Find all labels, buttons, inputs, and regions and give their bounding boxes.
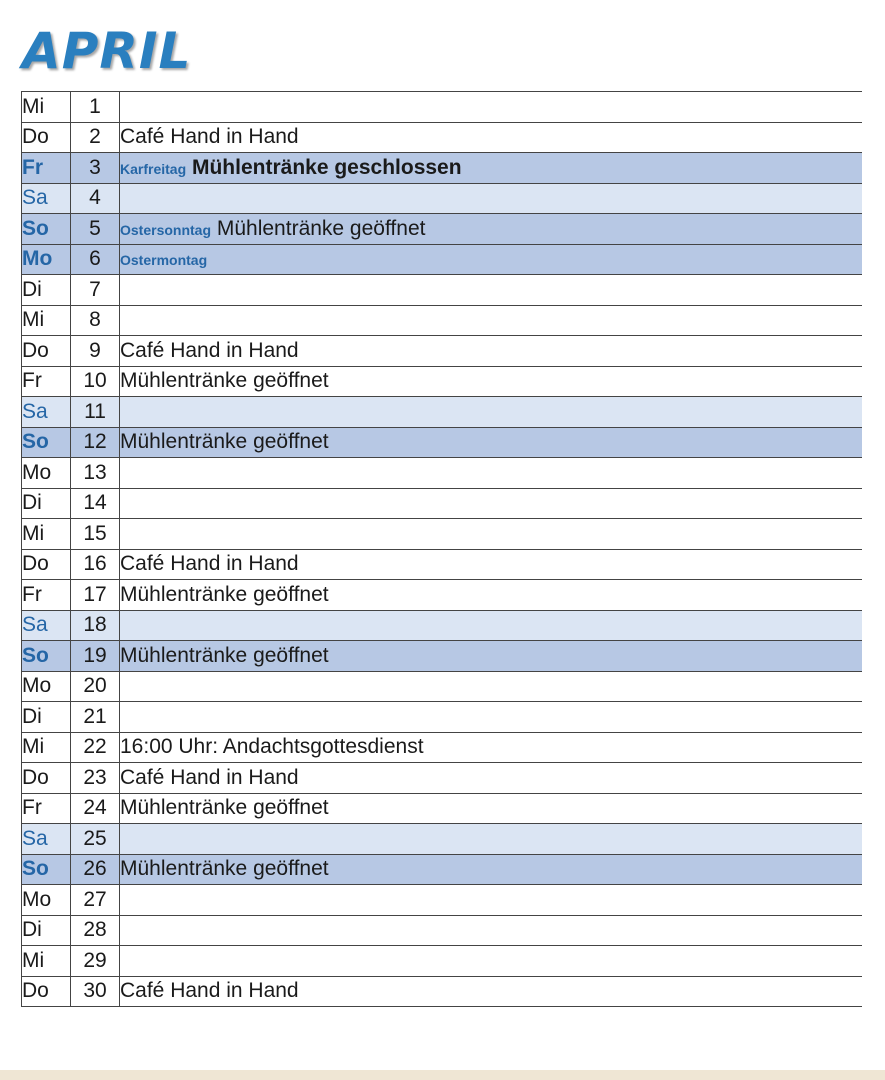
date-number-cell: 8 [71, 305, 120, 336]
event-cell [120, 763, 863, 794]
date-number-cell: 26 [71, 854, 120, 885]
date-number-cell: 12 [71, 427, 120, 458]
event-text: Café Hand in Hand [120, 338, 299, 362]
date-number-cell: 20 [71, 671, 120, 702]
date-number-cell: 22 [71, 732, 120, 763]
calendar-table [21, 91, 862, 1007]
date-number-cell: 30 [71, 976, 120, 1007]
event-text: Mühlentränke geöffnet [120, 430, 329, 454]
event-cell [120, 153, 863, 184]
event-cell [120, 671, 863, 702]
date-number-cell: 25 [71, 824, 120, 855]
event-text: Mühlentränke geschlossen [191, 155, 462, 179]
footer-strip [0, 1070, 885, 1080]
date-number-cell: 2 [71, 122, 120, 153]
calendar-row [22, 793, 863, 824]
page-title: APRIL [22, 22, 192, 80]
holiday-tag: Karfreitag [120, 160, 187, 177]
calendar-row [22, 671, 863, 702]
event-text: Mühlentränke geöffnet [120, 796, 329, 820]
date-number-cell: 3 [71, 153, 120, 184]
weekday-cell: Mo [22, 885, 71, 916]
event-text: Mühlentränke geöffnet [120, 582, 329, 606]
date-number-cell: 27 [71, 885, 120, 916]
weekday-cell: Mi [22, 92, 71, 123]
weekday-cell: Sa [22, 824, 71, 855]
calendar-row [22, 732, 863, 763]
event-cell [120, 854, 863, 885]
calendar-row [22, 549, 863, 580]
calendar-row [22, 214, 863, 245]
event-cell [120, 580, 863, 611]
event-cell [120, 336, 863, 367]
event-cell [120, 885, 863, 916]
calendar-row [22, 763, 863, 794]
weekday-cell: Mi [22, 946, 71, 977]
event-text: Café Hand in Hand [120, 125, 299, 149]
weekday-cell: Mo [22, 458, 71, 489]
date-number-cell: 5 [71, 214, 120, 245]
event-cell [120, 427, 863, 458]
date-number-cell: 6 [71, 244, 120, 275]
calendar-row [22, 854, 863, 885]
event-cell [120, 915, 863, 946]
date-number-cell: 29 [71, 946, 120, 977]
date-number-cell: 9 [71, 336, 120, 367]
event-cell [120, 824, 863, 855]
date-number-cell: 21 [71, 702, 120, 733]
event-cell [120, 732, 863, 763]
event-cell [120, 793, 863, 824]
holiday-tag: Ostermontag [120, 252, 208, 269]
event-cell [120, 976, 863, 1007]
weekday-cell: Di [22, 702, 71, 733]
date-number-cell: 19 [71, 641, 120, 672]
calendar-row [22, 92, 863, 123]
calendar-row [22, 885, 863, 916]
event-cell [120, 305, 863, 336]
calendar-row [22, 519, 863, 550]
date-number-cell: 15 [71, 519, 120, 550]
event-text: Mühlentränke geöffnet [120, 369, 329, 393]
calendar-row [22, 183, 863, 214]
event-cell [120, 397, 863, 428]
calendar-row [22, 915, 863, 946]
weekday-cell: Do [22, 336, 71, 367]
date-number-cell: 13 [71, 458, 120, 489]
weekday-cell: So [22, 854, 71, 885]
weekday-cell: Do [22, 763, 71, 794]
event-text: Café Hand in Hand [120, 765, 299, 789]
weekday-cell: Di [22, 275, 71, 306]
calendar-row [22, 427, 863, 458]
weekday-cell: Do [22, 122, 71, 153]
weekday-cell: Sa [22, 397, 71, 428]
weekday-cell: Mi [22, 519, 71, 550]
weekday-cell: Di [22, 488, 71, 519]
weekday-cell: So [22, 641, 71, 672]
weekday-cell: Mi [22, 305, 71, 336]
event-cell [120, 92, 863, 123]
calendar-row [22, 153, 863, 184]
calendar-row [22, 610, 863, 641]
event-text: Café Hand in Hand [120, 552, 299, 576]
event-cell [120, 702, 863, 733]
calendar-row [22, 641, 863, 672]
event-text: Mühlentränke geöffnet [120, 857, 329, 881]
date-number-cell: 7 [71, 275, 120, 306]
event-cell [120, 519, 863, 550]
weekday-cell: Fr [22, 153, 71, 184]
event-cell [120, 610, 863, 641]
calendar-row [22, 702, 863, 733]
calendar-row [22, 305, 863, 336]
calendar-row [22, 976, 863, 1007]
date-number-cell: 28 [71, 915, 120, 946]
calendar-row [22, 824, 863, 855]
weekday-cell: Fr [22, 793, 71, 824]
calendar-row [22, 122, 863, 153]
event-text: Mühlentränke geöffnet [216, 216, 426, 240]
event-cell [120, 488, 863, 519]
date-number-cell: 10 [71, 366, 120, 397]
weekday-cell: So [22, 427, 71, 458]
date-number-cell: 17 [71, 580, 120, 611]
event-cell [120, 366, 863, 397]
event-text: Café Hand in Hand [120, 979, 299, 1003]
weekday-cell: Fr [22, 366, 71, 397]
calendar-row [22, 488, 863, 519]
date-number-cell: 18 [71, 610, 120, 641]
event-text: Mühlentränke geöffnet [120, 643, 329, 667]
weekday-cell: Di [22, 915, 71, 946]
weekday-cell: Sa [22, 610, 71, 641]
weekday-cell: Fr [22, 580, 71, 611]
event-cell [120, 641, 863, 672]
calendar-row [22, 244, 863, 275]
date-number-cell: 23 [71, 763, 120, 794]
holiday-tag: Ostersonntag [120, 221, 212, 238]
weekday-cell: Sa [22, 183, 71, 214]
event-text: 16:00 Uhr: Andachtsgottesdienst [120, 735, 424, 759]
weekday-cell: Mo [22, 244, 71, 275]
event-cell [120, 244, 863, 275]
date-number-cell: 14 [71, 488, 120, 519]
event-cell [120, 549, 863, 580]
date-number-cell: 16 [71, 549, 120, 580]
calendar-row [22, 275, 863, 306]
calendar-row [22, 458, 863, 489]
calendar-row [22, 946, 863, 977]
calendar-body [22, 92, 863, 1007]
weekday-cell: Mo [22, 671, 71, 702]
date-number-cell: 24 [71, 793, 120, 824]
event-cell [120, 275, 863, 306]
event-cell [120, 946, 863, 977]
event-cell [120, 122, 863, 153]
date-number-cell: 1 [71, 92, 120, 123]
weekday-cell: Do [22, 549, 71, 580]
calendar-row [22, 397, 863, 428]
date-number-cell: 4 [71, 183, 120, 214]
event-cell [120, 458, 863, 489]
weekday-cell: Do [22, 976, 71, 1007]
weekday-cell: Mi [22, 732, 71, 763]
weekday-cell: So [22, 214, 71, 245]
event-cell [120, 214, 863, 245]
calendar-row [22, 366, 863, 397]
date-number-cell: 11 [71, 397, 120, 428]
calendar-row [22, 580, 863, 611]
event-cell [120, 183, 863, 214]
calendar-row [22, 336, 863, 367]
